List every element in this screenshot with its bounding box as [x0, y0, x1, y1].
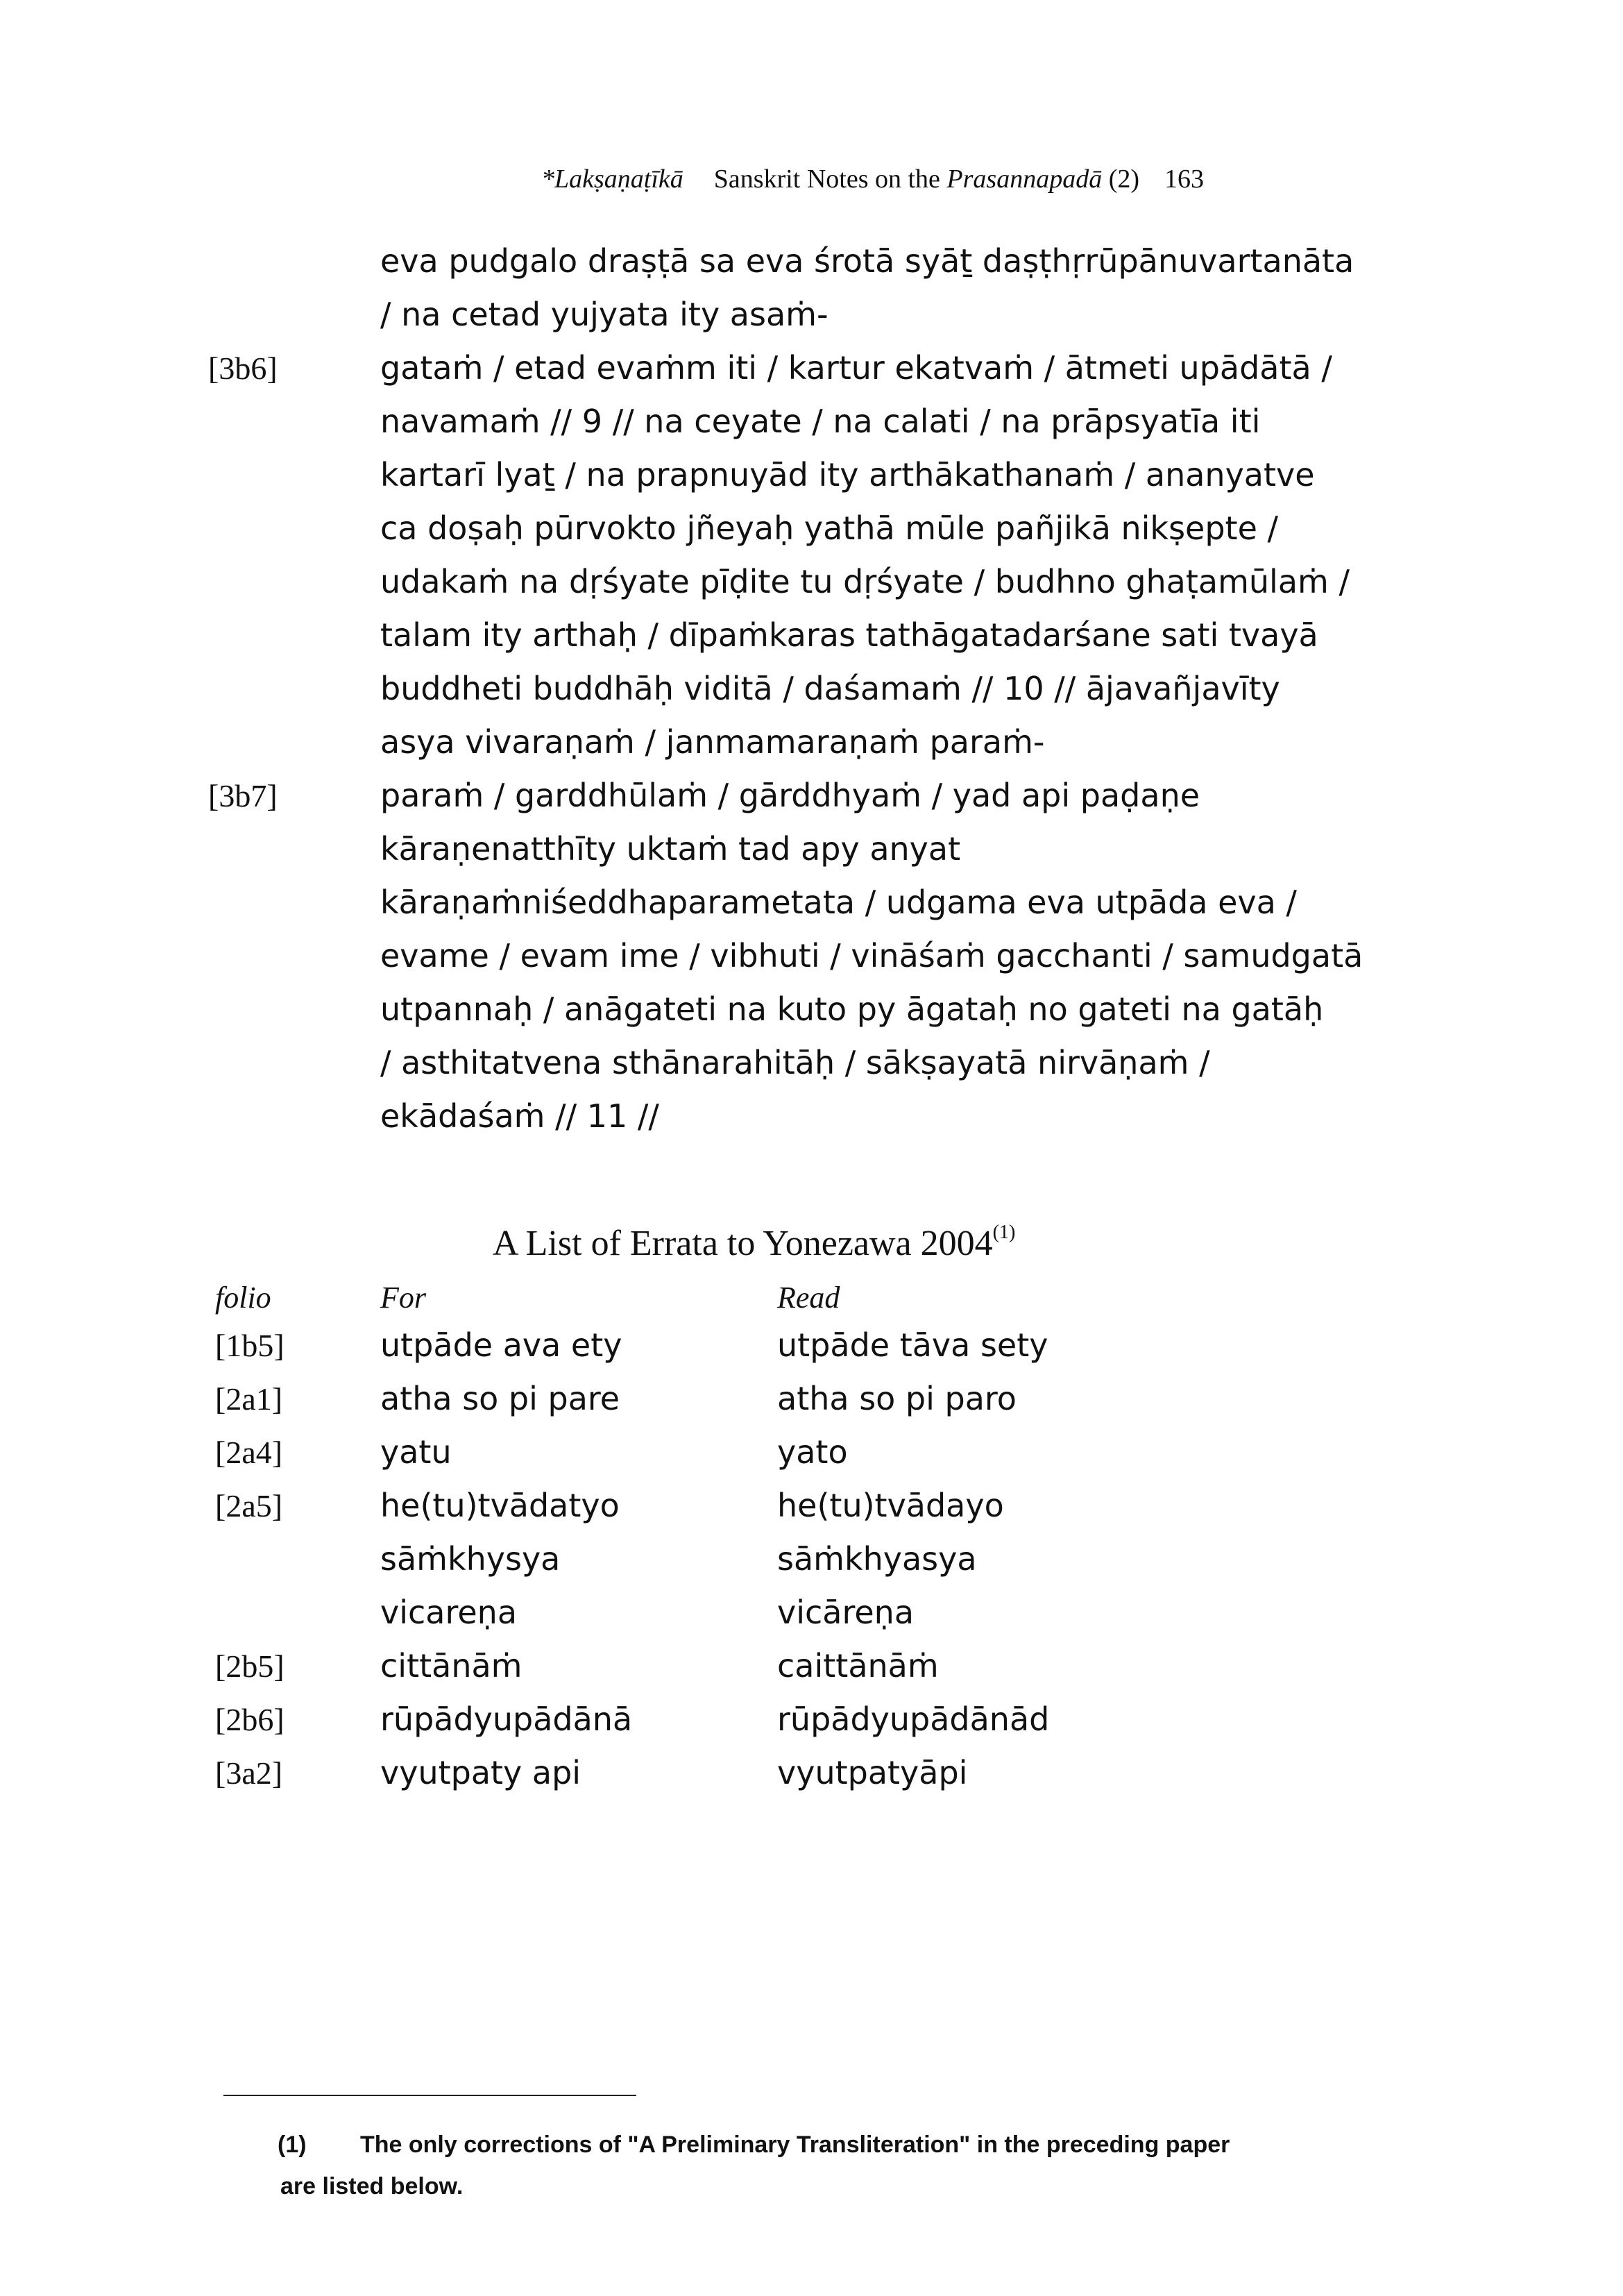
folio-cell: [3a2] — [215, 1755, 283, 1791]
read-cell: atha so pi paro — [777, 1380, 1017, 1417]
folio-label: [3b7] — [208, 778, 278, 813]
errata-header-row — [208, 1277, 1318, 1319]
table-row — [208, 1533, 1318, 1586]
footnote — [280, 2124, 1377, 2207]
header-title-text: Sanskrit Notes on the — [713, 164, 947, 194]
folio-cell: [2a1] — [215, 1381, 283, 1417]
line-text: / na cetad yujyata ity asaṁ- — [380, 296, 829, 333]
line-text: utpannaḥ / anāgateti na kuto py āgataḥ no gateti na gatāḥ — [380, 990, 1324, 1028]
for-cell: vicareṇa — [380, 1594, 518, 1631]
column-header-for: For — [380, 1281, 426, 1315]
footnote-line-2: are listed below. — [280, 2173, 464, 2200]
column-header-read: Read — [777, 1281, 840, 1315]
read-cell: he(tu)tvādayo — [777, 1487, 1004, 1524]
line-text: kāraṇaṁniśeddhaparametata / udgama eva utpāda eva / — [380, 884, 1297, 921]
text-line — [208, 448, 1402, 502]
for-cell: yatu — [380, 1433, 452, 1471]
read-cell: sāṁkhyasya — [777, 1540, 977, 1578]
text-line — [208, 235, 1402, 288]
line-text: kartarī lyaṯ / na prapnuyād ity arthākathanaṁ / ananyatve — [380, 456, 1315, 493]
text-line — [208, 876, 1402, 929]
line-text: asya vivaraṇaṁ / janmamaraṇaṁ paraṁ- — [380, 723, 1045, 761]
read-cell: vicāreṇa — [777, 1594, 915, 1631]
line-text: evame / evam ime / vibhuti / vināśaṁ gacchanti / samudgatā — [380, 937, 1363, 974]
text-line — [208, 609, 1402, 662]
line-text: eva pudgalo draṣṭā sa eva śrotā syāṯ daṣṭhṛrūpānuvartanāta — [380, 242, 1354, 280]
table-row — [208, 1426, 1318, 1479]
folio-cell: [2a5] — [215, 1488, 283, 1523]
text-line — [208, 983, 1402, 1036]
folio-cell: [1b5] — [215, 1328, 284, 1363]
header-short-title: *Lakṣaṇaṭīkā — [541, 164, 683, 194]
for-cell: cittānāṁ — [380, 1647, 522, 1685]
line-text: navamaṁ // 9 // na ceyate / na calati / na prāpsyatīa iti — [380, 403, 1261, 440]
errata-table — [208, 1277, 1318, 1800]
text-line — [208, 288, 1402, 341]
header-part: (2) — [1102, 164, 1140, 194]
column-header-folio: folio — [215, 1281, 271, 1315]
footnote-line-1: The only corrections of "A Preliminary Transliteration" in the preceding paper — [360, 2132, 1230, 2158]
for-cell: sāṁkhysya — [380, 1540, 561, 1578]
page-number: 163 — [1164, 164, 1205, 194]
text-line — [208, 502, 1402, 555]
text-line — [208, 929, 1402, 983]
footnote-rule — [223, 2095, 636, 2096]
text-line — [208, 769, 1402, 822]
line-text: kāraṇenatthīty uktaṁ tad apy anyat — [380, 830, 961, 868]
text-line — [208, 1090, 1402, 1143]
line-text: ekādaśaṁ // 11 // — [380, 1097, 659, 1135]
line-text: talam ity arthaḥ / dīpaṁkaras tathāgatadarśane sati tvayā — [380, 616, 1318, 654]
folio-cell: [2b6] — [215, 1702, 284, 1737]
footnote-marker: (1) — [992, 1222, 1016, 1243]
table-row — [208, 1479, 1318, 1533]
text-line — [208, 395, 1402, 448]
for-cell: rūpādyupādānā — [380, 1700, 633, 1738]
line-text: buddheti buddhāḥ viditā / daśamaṁ // 10 // ājavañjavīty — [380, 670, 1280, 707]
table-row — [208, 1693, 1318, 1746]
read-cell: rūpādyupādānād — [777, 1700, 1050, 1738]
text-line — [208, 822, 1402, 876]
for-cell: he(tu)tvādatyo — [380, 1487, 620, 1524]
line-text: paraṁ / garddhūlaṁ / gārddhyaṁ / yad api paḍaṇe — [380, 777, 1200, 814]
text-line — [208, 662, 1402, 716]
read-cell: yato — [777, 1433, 848, 1471]
table-row — [208, 1746, 1318, 1800]
errata-title: A List of Errata to Yonezawa 2004$^{(1)}$ — [493, 1222, 1016, 1263]
line-text: ca doṣaḥ pūrvokto jñeyaḥ yathā mūle pañjikā nikṣepte / — [380, 509, 1278, 547]
folio-cell: [2b5] — [215, 1648, 284, 1684]
folio-label: [3b6] — [208, 351, 278, 386]
read-cell: vyutpatyāpi — [777, 1754, 968, 1791]
text-line — [208, 555, 1402, 609]
line-text: / asthitatvena sthānarahitāḥ / sākṣayatā nirvāṇaṁ / — [380, 1044, 1210, 1081]
table-row — [208, 1319, 1318, 1372]
folio-cell: [2a4] — [215, 1435, 283, 1470]
read-cell: caittānāṁ — [777, 1647, 939, 1685]
text-line — [208, 1036, 1402, 1090]
running-header — [541, 164, 1402, 194]
for-cell: atha so pi pare — [380, 1380, 620, 1417]
footnote-number: (1) — [278, 2132, 307, 2158]
read-cell: utpāde tāva sety — [777, 1326, 1048, 1364]
line-text: udakaṁ na dṛśyate pīḍite tu dṛśyate / budhno ghaṭamūlaṁ / — [380, 563, 1350, 600]
header-work-title: Prasannapadā — [946, 164, 1103, 194]
transliteration-text — [208, 235, 1402, 1143]
line-text: gataṁ / etad evaṁm iti / kartur ekatvaṁ / ātmeti upādātā / — [380, 349, 1332, 387]
table-row — [208, 1639, 1318, 1693]
text-line — [208, 716, 1402, 769]
table-row — [208, 1372, 1318, 1426]
text-line — [208, 341, 1402, 395]
for-cell: utpāde ava ety — [380, 1326, 622, 1364]
table-row — [208, 1586, 1318, 1639]
for-cell: vyutpaty api — [380, 1754, 581, 1791]
